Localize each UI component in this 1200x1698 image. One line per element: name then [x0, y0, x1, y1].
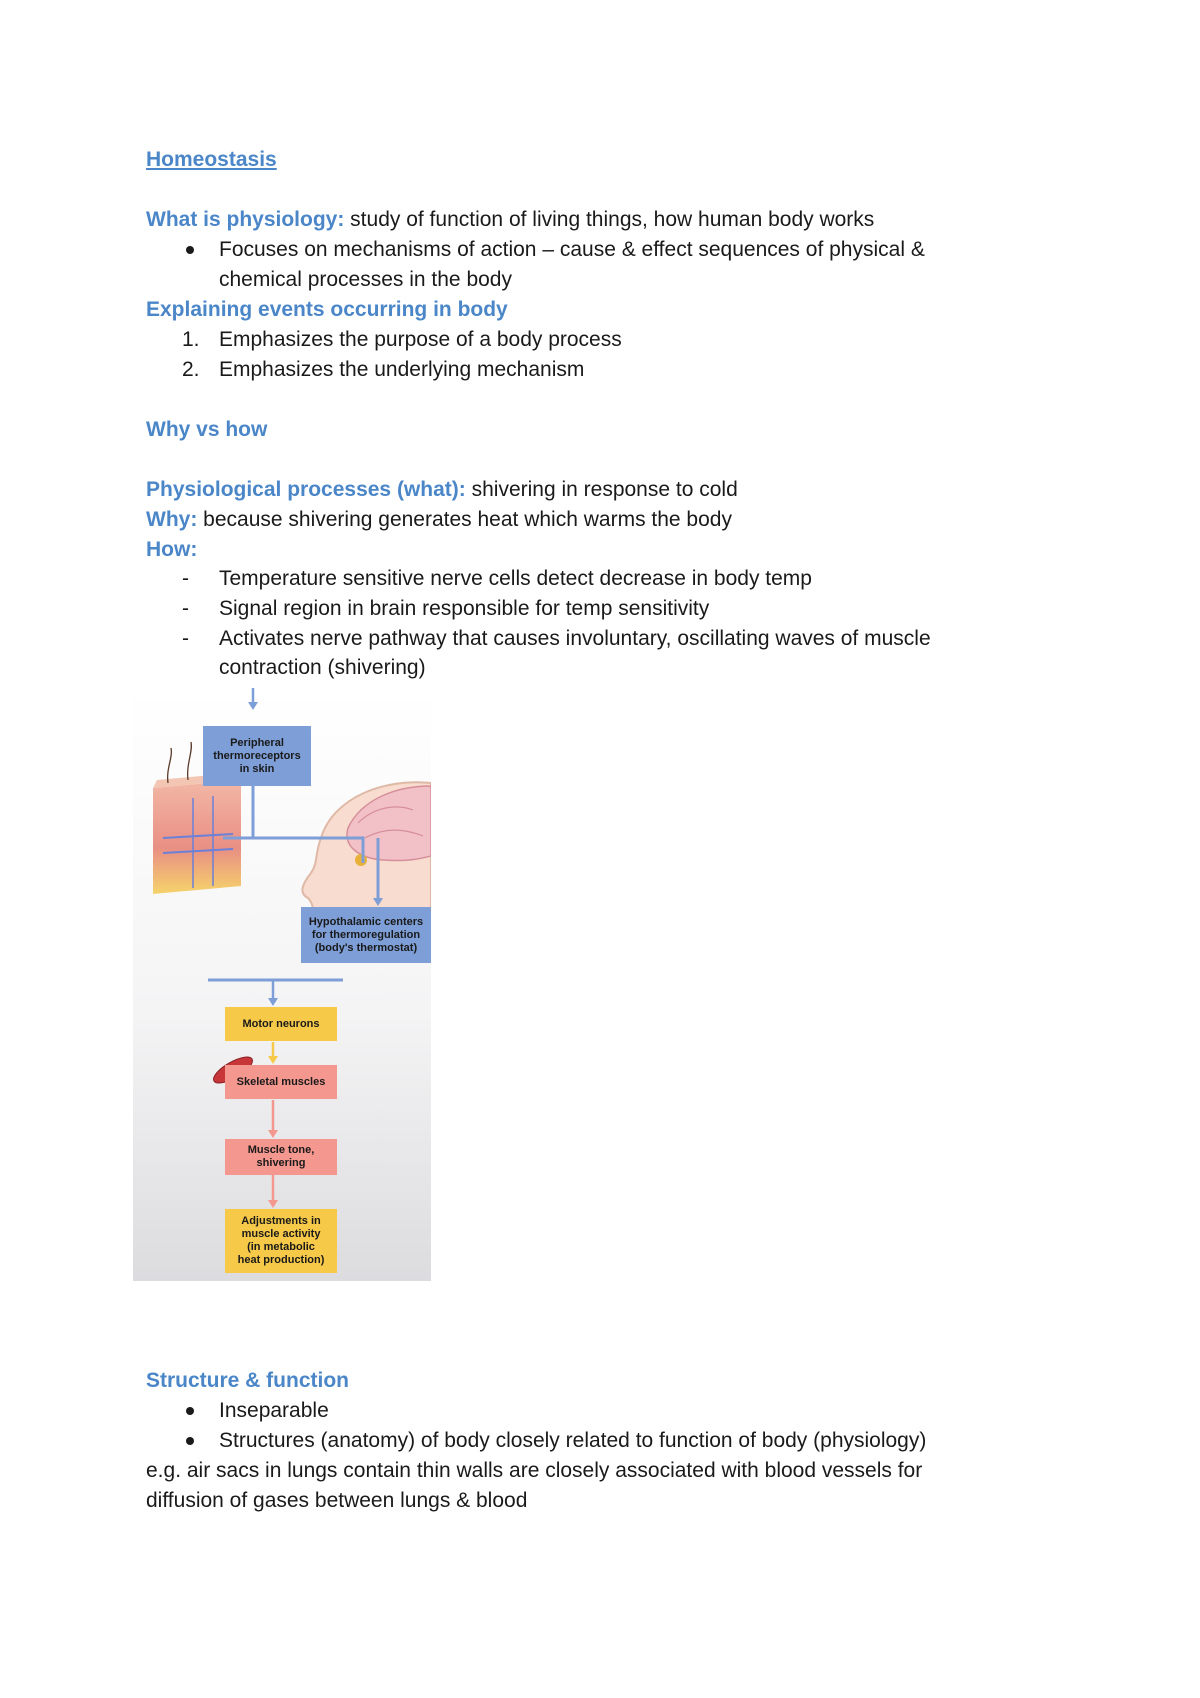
how-item-2: Signal region in brain responsible for temp sensitivity — [219, 597, 710, 620]
muscle-tone-box: Muscle tone, shivering — [225, 1139, 337, 1175]
explaining-heading: Explaining events occurring in body — [146, 298, 508, 321]
why-label: Why: — [146, 508, 198, 531]
thermoregulation-figure — [133, 688, 431, 1281]
structure-bullet-1: Inseparable — [219, 1399, 329, 1422]
adjustments-box: Adjustments in muscle activity (in metabolic heat production) — [225, 1209, 337, 1273]
list-number: 2. — [182, 358, 200, 381]
why-text: because shivering generates heat which warms the body — [197, 508, 732, 531]
dash-marker: - — [182, 567, 189, 590]
structure-heading: Structure & function — [146, 1369, 349, 1392]
skeletal-muscles-box: Skeletal muscles — [225, 1065, 337, 1099]
how-item-3: Activates nerve pathway that causes involuntary, oscillating waves of muscle — [219, 627, 931, 650]
how-item-1: Temperature sensitive nerve cells detect decrease in body temp — [219, 567, 812, 590]
example-line-2: diffusion of gases between lungs & blood — [146, 1489, 528, 1512]
motor-neurons-box: Motor neurons — [225, 1007, 337, 1041]
dash-marker: - — [182, 627, 189, 650]
structure-bullet-2: Structures (anatomy) of body closely related to function of body (physiology) — [219, 1429, 927, 1452]
physiology-definition — [146, 205, 874, 235]
physiology-text: study of function of living things, how human body works — [344, 208, 875, 231]
how-item-3-continued: contraction (shivering) — [219, 656, 426, 679]
bullet-icon — [186, 246, 194, 254]
explaining-item-1: Emphasizes the purpose of a body process — [219, 328, 622, 351]
why-vs-how-heading: Why vs how — [146, 418, 268, 441]
page-title: Homeostasis — [146, 148, 277, 171]
why-line — [146, 505, 732, 535]
processes-line — [146, 475, 738, 505]
receptors-box: Peripheral thermoreceptors in skin — [203, 726, 311, 786]
processes-label: Physiological processes (what): — [146, 478, 466, 501]
how-label: How: — [146, 538, 198, 561]
example-line-1: e.g. air sacs in lungs contain thin walls are closely associated with blood vessels for — [146, 1459, 923, 1482]
processes-text: shivering in response to cold — [465, 478, 738, 501]
dash-marker: - — [182, 597, 189, 620]
physiology-bullet-line2: chemical processes in the body — [219, 268, 512, 291]
bullet-icon — [186, 1407, 194, 1415]
explaining-item-2: Emphasizes the underlying mechanism — [219, 358, 585, 381]
hypothalamus-box: Hypothalamic centers for thermoregulation (body's thermostat) — [301, 907, 431, 963]
physiology-label: What is physiology: — [146, 208, 345, 231]
list-number: 1. — [182, 328, 200, 351]
physiology-bullet-line1: Focuses on mechanisms of action – cause & effect sequences of physical & — [219, 238, 925, 261]
bullet-icon — [186, 1437, 194, 1445]
